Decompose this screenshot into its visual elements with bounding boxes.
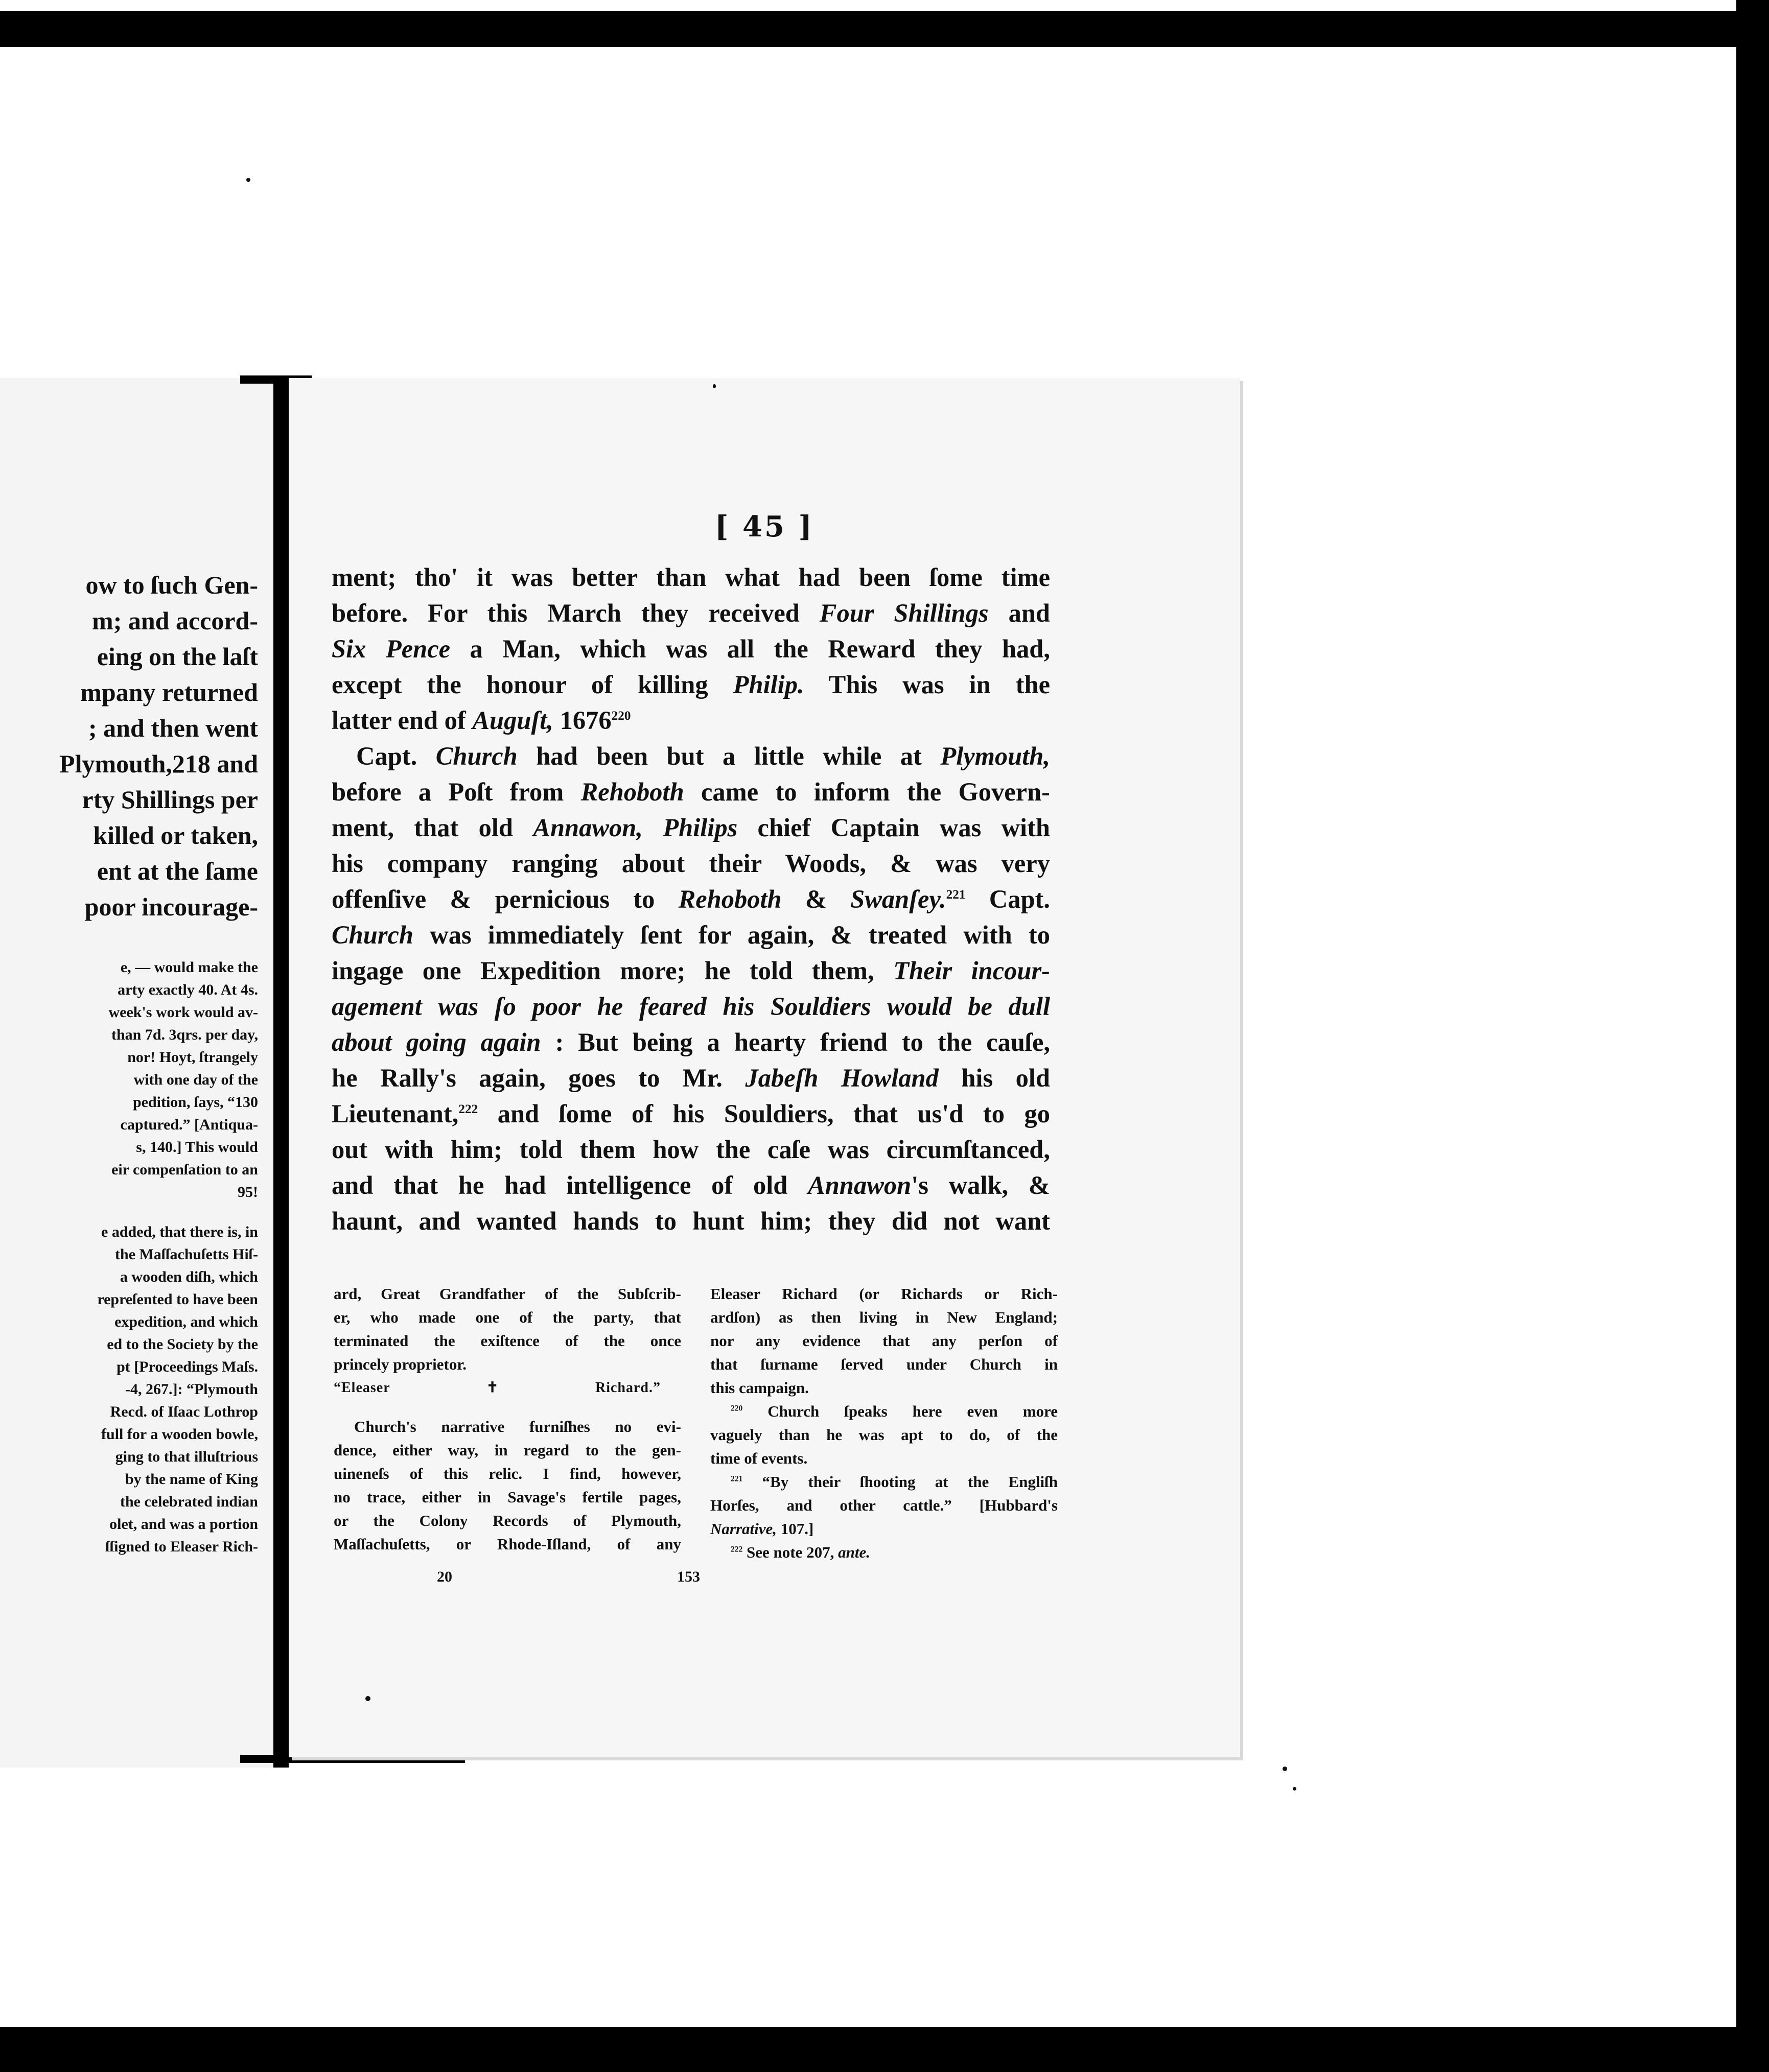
page-number: [ 45 ] bbox=[715, 510, 814, 544]
text-line bbox=[332, 1203, 1050, 1239]
text-run: Church ſpeaks here even more bbox=[742, 1402, 1058, 1420]
footnote-line bbox=[334, 1415, 681, 1439]
previous-page-line: full for a wooden bowle, bbox=[101, 1426, 258, 1443]
previous-page-line: olet, and was a portion bbox=[109, 1516, 258, 1533]
book-page bbox=[289, 378, 1240, 1757]
previous-page-line: a wooden diſh, which bbox=[120, 1268, 258, 1285]
previous-page-main-text bbox=[0, 567, 258, 925]
text-run: Church's narrative furniſhes no evi- bbox=[354, 1418, 681, 1435]
previous-page-footnote-b bbox=[0, 1221, 258, 1558]
previous-page bbox=[0, 378, 273, 1768]
previous-page-line: ed to the Society by the bbox=[107, 1336, 258, 1353]
text-run: Horſes, and other cattle.” [Hubbard's bbox=[710, 1496, 1058, 1514]
previous-page-line: ging to that illuſtrious bbox=[115, 1448, 258, 1465]
footnote-ref: 220 bbox=[731, 1404, 743, 1413]
previous-page-line: ow to ſuch Gen- bbox=[85, 571, 258, 599]
footnote-line bbox=[334, 1376, 681, 1400]
previous-page-line: arty exactly 40. At 4s. bbox=[118, 981, 258, 998]
previous-page-line: the Maſſachuſetts Hiſ- bbox=[115, 1246, 258, 1263]
text-run: Church bbox=[332, 921, 414, 949]
text-run: this campaign. bbox=[710, 1379, 809, 1397]
text-run: time of events. bbox=[710, 1449, 808, 1467]
text-run: he Rally's again, goes to Mr. bbox=[332, 1064, 746, 1092]
text-line bbox=[332, 1096, 1050, 1132]
previous-page-line: captured.” [Antiqua- bbox=[120, 1116, 258, 1133]
footnote-line bbox=[334, 1439, 681, 1462]
text-line bbox=[332, 810, 1050, 845]
text-run: ment; tho' it was better than what had been ſome time bbox=[332, 563, 1050, 592]
text-run: dence, either way, in regard to the gen- bbox=[334, 1441, 681, 1459]
text-run: Capt. bbox=[965, 885, 1050, 913]
footnote-line bbox=[710, 1494, 1058, 1517]
text-run: 1676 bbox=[553, 706, 612, 735]
previous-page-line: ; and then went bbox=[88, 714, 258, 742]
text-run: came to inform the Govern- bbox=[684, 778, 1050, 806]
text-run: vaguely than he was apt to do, of the bbox=[710, 1426, 1058, 1444]
footnote-line bbox=[710, 1423, 1058, 1447]
text-run: agement was ſo poor he feared his Souldiers would be dull bbox=[332, 992, 1050, 1021]
speck bbox=[713, 384, 716, 388]
text-run: Capt. bbox=[356, 742, 436, 770]
text-run: and bbox=[988, 599, 1051, 627]
previous-page-line: repreſented to have been bbox=[97, 1291, 258, 1308]
text-run: uineneſs of this relic. I find, however, bbox=[334, 1465, 681, 1482]
text-line bbox=[332, 953, 1050, 988]
text-run: out with him; told them how the caſe was circumſtanced, bbox=[332, 1135, 1050, 1164]
footnote-line bbox=[710, 1541, 1058, 1564]
text-line bbox=[332, 738, 1050, 774]
text-run: er, who made one of the party, that bbox=[334, 1308, 681, 1326]
previous-page-line: with one day of the bbox=[133, 1071, 258, 1088]
previous-page-line: mpany returned bbox=[80, 678, 258, 707]
footnote-line bbox=[334, 1486, 681, 1509]
previous-page-line: -4, 267.]: “Plymouth bbox=[125, 1381, 258, 1398]
footnote-line bbox=[334, 1329, 681, 1353]
footnote-line bbox=[710, 1306, 1058, 1329]
footnote-line bbox=[710, 1517, 1058, 1541]
footnote-line bbox=[710, 1376, 1058, 1400]
text-run: had been but a little while at bbox=[517, 742, 941, 770]
text-run: & bbox=[781, 885, 851, 913]
previous-page-line: rty Shillings per bbox=[82, 785, 258, 814]
speck bbox=[365, 1696, 370, 1701]
text-run: nor any evidence that any perſon of bbox=[710, 1332, 1058, 1350]
text-run: ante. bbox=[838, 1543, 870, 1561]
text-run: : But being a hearty friend to the cauſe, bbox=[541, 1028, 1050, 1056]
text-run: “Eleaser ✝ Richard.” bbox=[334, 1380, 661, 1396]
previous-page-line: pedition, ſays, “130 bbox=[132, 1094, 258, 1111]
previous-page-line: m; and accord- bbox=[92, 606, 258, 635]
previous-page-line: 95! bbox=[238, 1184, 258, 1200]
previous-page-line: than 7d. 3qrs. per day, bbox=[111, 1026, 258, 1043]
footnote-ref: 222 bbox=[458, 1102, 478, 1117]
text-run: “By their ſhooting at the Engliſh bbox=[742, 1473, 1058, 1491]
text-run: chief Captain was with bbox=[737, 813, 1050, 842]
film-border-right bbox=[1736, 0, 1769, 2072]
text-run: and that he had intelligence of old bbox=[332, 1171, 808, 1199]
footnote-line bbox=[334, 1306, 681, 1329]
previous-page-line: ent at the ſame bbox=[97, 857, 258, 885]
text-run: ingage one Expedition more; he told them, bbox=[332, 956, 894, 985]
text-run: his old bbox=[938, 1064, 1050, 1092]
previous-page-line: eing on the laſt bbox=[97, 642, 258, 671]
previous-page-footnote-a bbox=[0, 956, 258, 1204]
footnote-line bbox=[710, 1353, 1058, 1376]
text-run: latter end of bbox=[332, 706, 473, 735]
text-run: terminated the exiſtence of the once bbox=[334, 1332, 681, 1350]
text-run: princely proprietor. bbox=[334, 1355, 467, 1373]
text-line bbox=[332, 1060, 1050, 1096]
text-run: no trace, either in Savage's fertile pages, bbox=[334, 1488, 681, 1506]
previous-page-line: Recd. of Iſaac Lothrop bbox=[110, 1403, 258, 1420]
previous-page-line: killed or taken, bbox=[93, 821, 258, 850]
previous-page-line: e added, that there is, in bbox=[101, 1223, 258, 1240]
main-text-block bbox=[332, 559, 1050, 1239]
text-run: before a Poſt from bbox=[332, 778, 581, 806]
text-run: and ſome of his Souldiers, that us'd to go bbox=[478, 1099, 1050, 1128]
footnote-line bbox=[710, 1470, 1058, 1494]
text-line bbox=[332, 774, 1050, 810]
text-run: or the Colony Records of Plymouth, bbox=[334, 1512, 681, 1529]
film-border-bottom bbox=[0, 2027, 1769, 2072]
previous-page-line: week's work would av- bbox=[108, 1004, 258, 1021]
previous-page-line: Plymouth,218 and bbox=[59, 749, 258, 778]
footnote-ref: 220 bbox=[611, 709, 631, 723]
text-line bbox=[332, 988, 1050, 1024]
previous-page-column bbox=[0, 567, 258, 1558]
text-run: See note 207, bbox=[742, 1543, 839, 1561]
previous-page-line: e, — would make the bbox=[120, 959, 258, 976]
text-run: Lieutenant, bbox=[332, 1099, 459, 1128]
text-run: Narrative, bbox=[710, 1520, 777, 1538]
previous-page-line: by the name of King bbox=[125, 1471, 258, 1488]
footnote-ref: 222 bbox=[731, 1545, 743, 1554]
text-line bbox=[332, 881, 1050, 917]
text-run: before. For this March they received bbox=[332, 599, 820, 627]
footnote-line bbox=[710, 1282, 1058, 1306]
footnote-line bbox=[710, 1447, 1058, 1470]
footnotes-left-column bbox=[334, 1282, 681, 1556]
text-run: Maſſachuſetts, or Rhode-Iſland, of any bbox=[334, 1535, 681, 1553]
previous-page-line: eir compenſation to an bbox=[111, 1161, 258, 1178]
text-run: Annawon, Philips bbox=[533, 813, 738, 842]
previous-page-line: ſſigned to Eleaser Rich- bbox=[105, 1538, 258, 1555]
footnote-ref: 221 bbox=[946, 887, 966, 902]
text-line bbox=[332, 1167, 1050, 1203]
previous-page-line: pt [Proceedings Maſs. bbox=[117, 1358, 258, 1375]
text-run: Auguſt, bbox=[472, 706, 553, 735]
footnotes-right-column bbox=[710, 1282, 1058, 1564]
folio-mark: 153 bbox=[677, 1568, 700, 1585]
footnote-ref: 221 bbox=[731, 1474, 743, 1484]
speck bbox=[1283, 1767, 1287, 1771]
text-run: that ſurname ſerved under Church in bbox=[710, 1355, 1058, 1373]
previous-page-line: s, 140.] This would bbox=[136, 1139, 258, 1156]
footnote-line bbox=[710, 1400, 1058, 1423]
text-run: ardſon) as then living in New England; bbox=[710, 1308, 1058, 1326]
text-run: Jabeſh Howland bbox=[745, 1064, 939, 1092]
text-run: This was in the bbox=[804, 670, 1050, 699]
text-run: haunt, and wanted hands to hunt him; they did not want bbox=[332, 1207, 1050, 1235]
text-run: Eleaser Richard (or Richards or Rich- bbox=[710, 1285, 1058, 1303]
footnote-line bbox=[334, 1533, 681, 1556]
footnote-line bbox=[334, 1509, 681, 1533]
text-line bbox=[332, 595, 1050, 631]
text-run: ment, that old bbox=[332, 813, 533, 842]
text-line bbox=[332, 1024, 1050, 1060]
text-line bbox=[332, 917, 1050, 953]
previous-page-line: the celebrated indian bbox=[120, 1493, 258, 1510]
gathering-mark: 20 bbox=[437, 1568, 452, 1585]
footnote-line bbox=[334, 1462, 681, 1486]
text-line bbox=[332, 559, 1050, 595]
text-run: Plymouth, bbox=[940, 742, 1050, 770]
speck bbox=[246, 178, 250, 182]
footnote-line bbox=[334, 1353, 681, 1376]
text-run: Their incour- bbox=[893, 956, 1050, 985]
footnote-line bbox=[334, 1282, 681, 1306]
text-line bbox=[332, 1132, 1050, 1167]
text-run: offenſive & pernicious to bbox=[332, 885, 679, 913]
footnote-line bbox=[710, 1329, 1058, 1353]
previous-page-line: poor incourage- bbox=[84, 892, 258, 921]
text-run: Rehoboth bbox=[678, 885, 782, 913]
text-run: his company ranging about their Woods, & was very bbox=[332, 849, 1050, 878]
book-gutter bbox=[273, 378, 289, 1768]
text-run: 107.] bbox=[777, 1520, 814, 1538]
text-run: Church bbox=[435, 742, 518, 770]
text-run: Swanſey. bbox=[850, 885, 946, 913]
text-run: Four Shillings bbox=[819, 599, 989, 627]
text-run: a Man, which was all the Reward they had, bbox=[450, 634, 1050, 663]
text-line bbox=[332, 667, 1050, 702]
text-run: ard, Great Grandfather of the Subſcrib- bbox=[334, 1285, 681, 1303]
text-run: 's walk, & bbox=[911, 1171, 1050, 1199]
speck bbox=[1293, 1787, 1296, 1791]
previous-page-line: nor! Hoyt, ſtrangely bbox=[127, 1049, 258, 1066]
text-run: was immediately ſent for again, & treated with to bbox=[413, 921, 1050, 949]
text-line bbox=[332, 845, 1050, 881]
text-line bbox=[332, 631, 1050, 667]
text-run: Annawon bbox=[808, 1171, 912, 1199]
previous-page-line: expedition, and which bbox=[114, 1313, 258, 1330]
text-run: Six Pence bbox=[332, 634, 451, 663]
film-border-top bbox=[0, 0, 1769, 47]
text-run: about going again bbox=[332, 1028, 541, 1056]
text-line bbox=[332, 702, 1050, 738]
text-run: Philip. bbox=[733, 670, 804, 699]
text-run: Rehoboth bbox=[580, 778, 684, 806]
text-run: except the honour of killing bbox=[332, 670, 733, 699]
